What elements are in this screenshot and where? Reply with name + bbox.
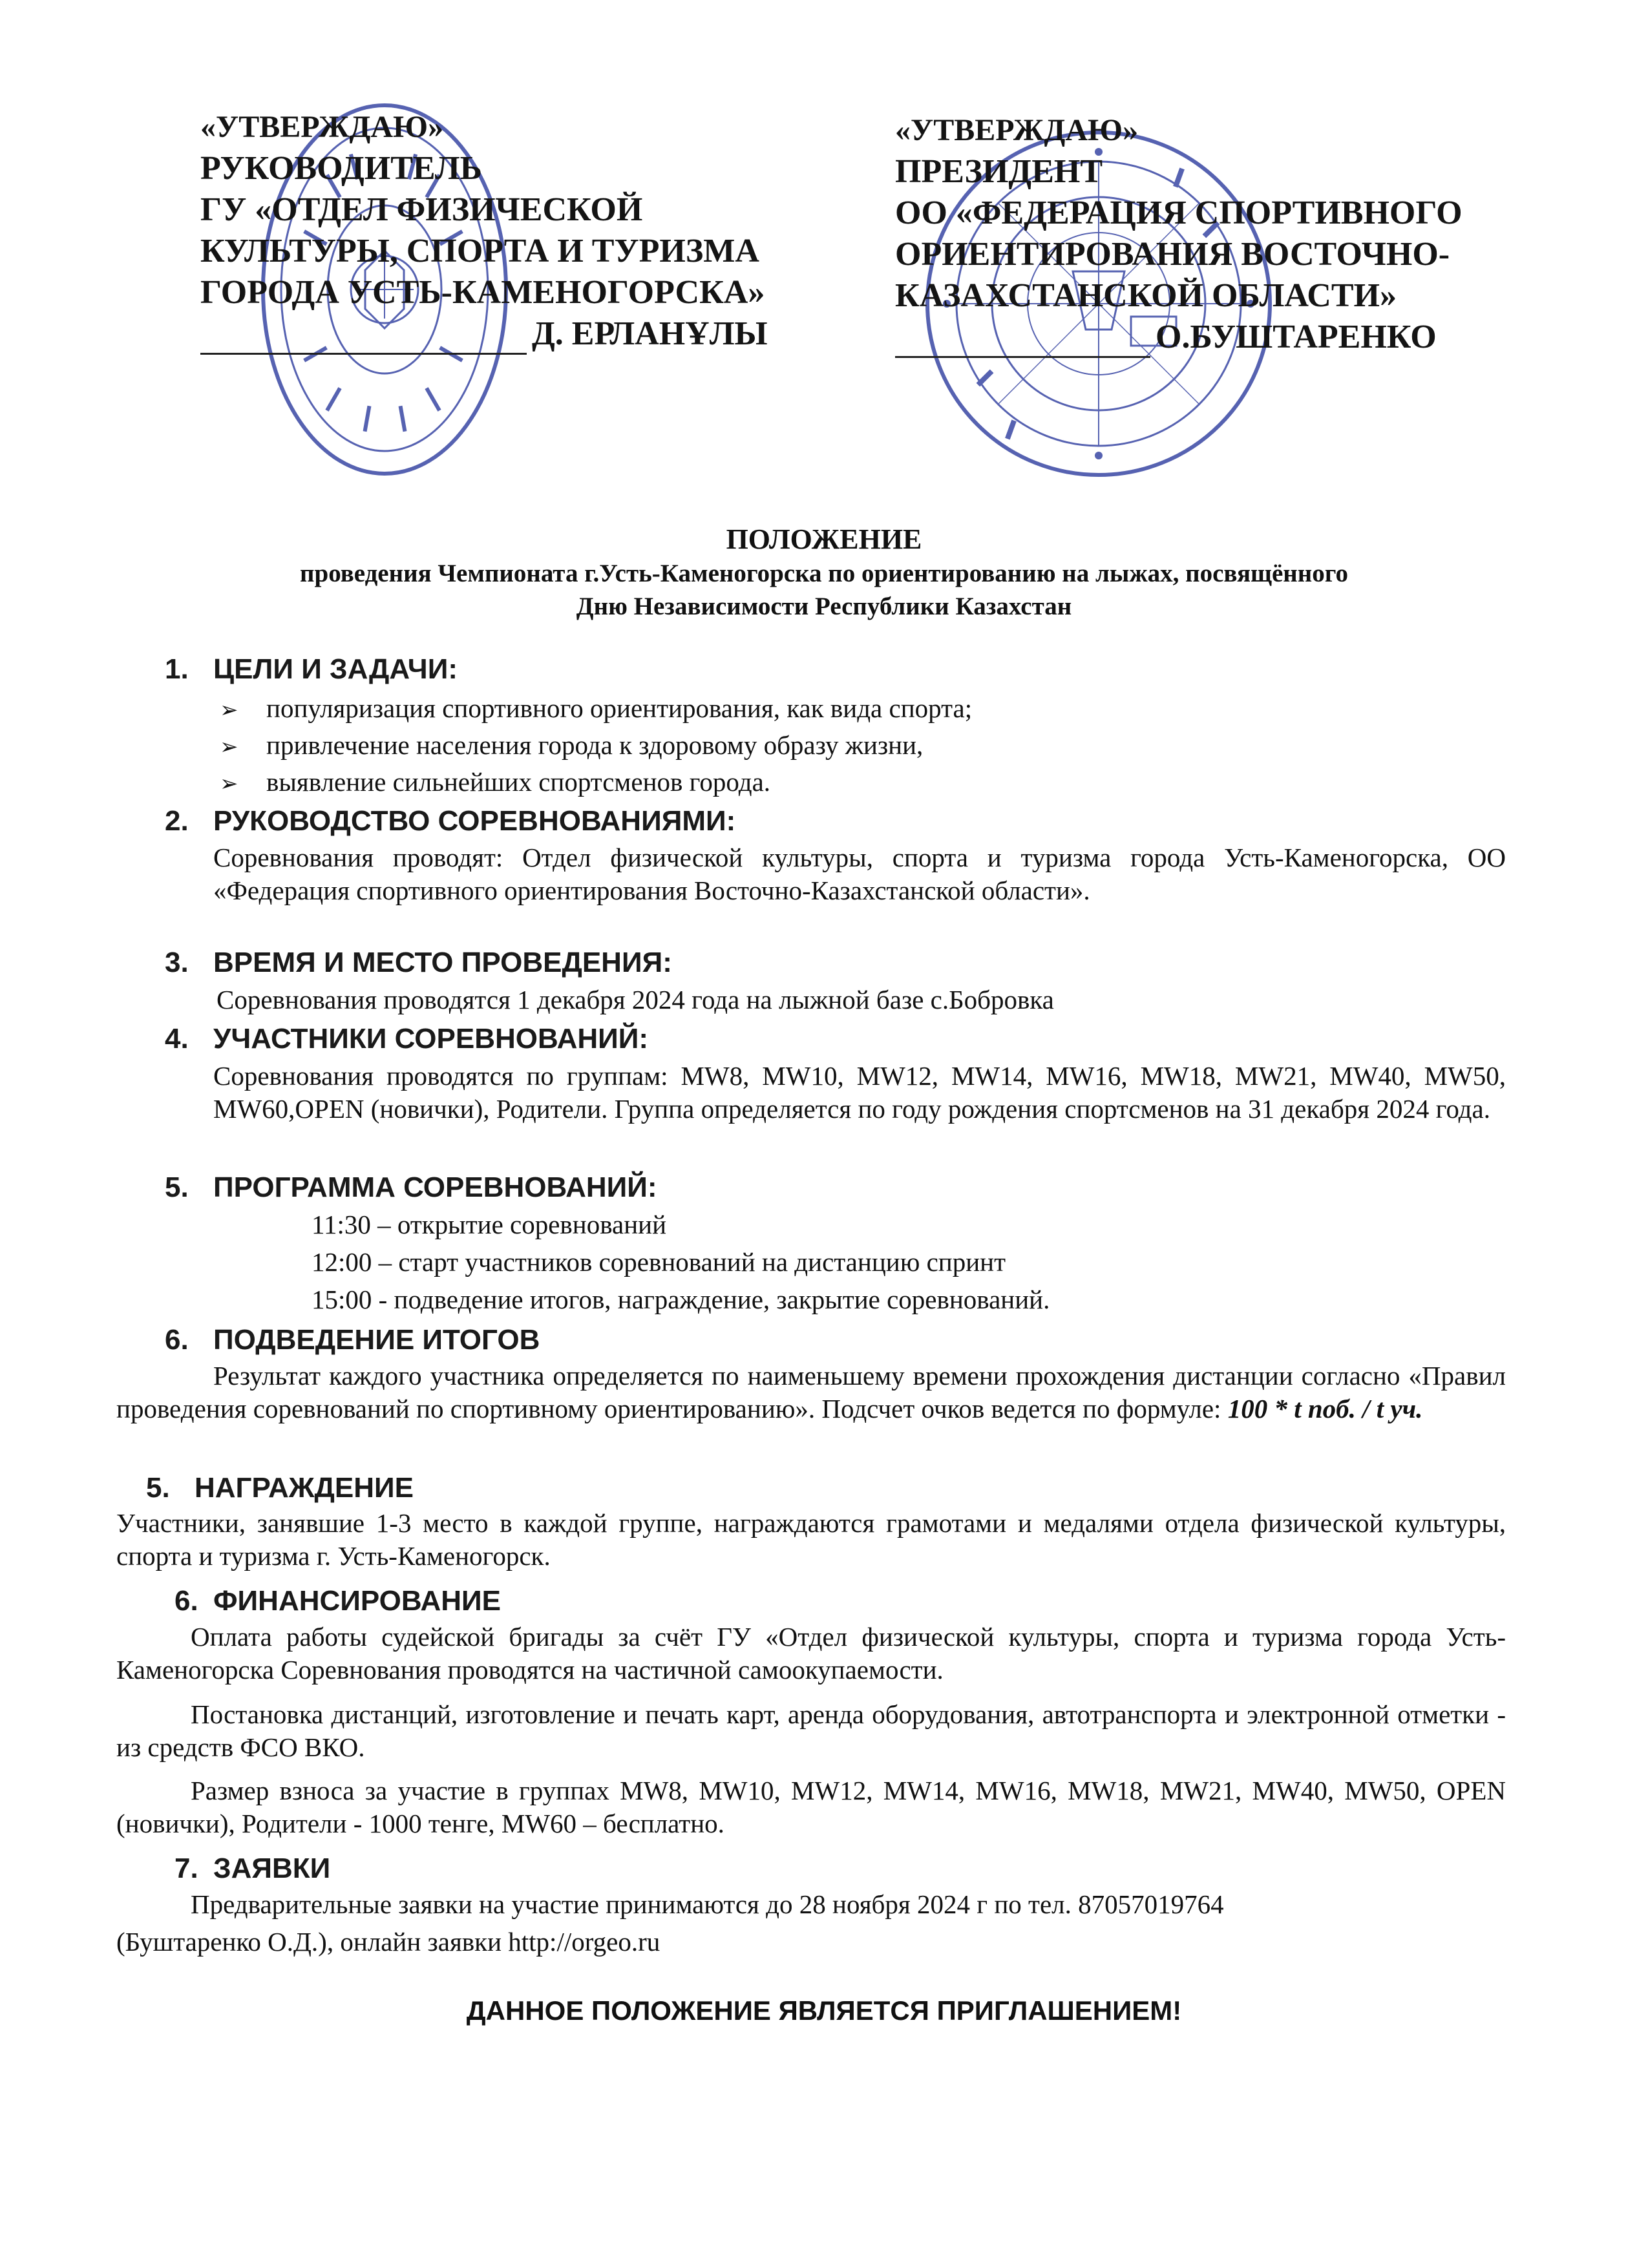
section-heading-financing [174, 1583, 501, 1619]
section-number: 1. [165, 653, 189, 685]
section-heading-results [165, 1322, 540, 1358]
approval-org-line: ОО «ФЕДЕРАЦИЯ СПОРТИВНОГО [895, 194, 1463, 231]
section-text: Размер взноса за участие в группах MW8, MW10, MW12, MW14, MW16, MW18, MW21, MW40, MW50, OPEN (новички), Родители - 1000 тенге, MW60 – бесплатно. [116, 1776, 1506, 1838]
list-item-text: выявление сильнейших спортсменов города. [266, 767, 771, 797]
signatory-name: О.БУШТАРЕНКО [1156, 319, 1437, 355]
section-title: ПРОГРАММА СОРЕВНОВАНИЙ: [213, 1171, 657, 1203]
section-number: 7. [174, 1853, 198, 1884]
title-line: Дню Независимости Республики Казахстан [576, 593, 1072, 620]
signatory-name: Д. ЕРЛАНҰЛЫ [532, 315, 768, 352]
section-title: ЦЕЛИ И ЗАДАЧИ: [213, 653, 458, 685]
section-text: (Буштаренко О.Д.), онлайн заявки http://orgeo.ru [116, 1927, 660, 1957]
section-heading-management [165, 803, 735, 839]
section-heading-awards [146, 1470, 414, 1506]
section-number: 6. [174, 1585, 198, 1617]
section-number: 4. [165, 1023, 189, 1055]
program-item: 12:00 – старт участников соревнований на дистанцию спринт [312, 1247, 1006, 1277]
section-number: 6. [165, 1324, 189, 1356]
section-title: УЧАСТНИКИ СОРЕВНОВАНИЙ: [213, 1023, 649, 1055]
section-text: Соревнования проводятся по группам: MW8, MW10, MW12, MW14, MW16, MW18, MW21, MW40, MW50, MW60,OPEN (новички), Родители. Группа определяется по году рождения спортсменов на 31 декабря 2024 года. [213, 1061, 1506, 1124]
program-item: 11:30 – открытие соревнований [312, 1210, 667, 1239]
section-text: Предварительные заявки на участие принимаются до 28 ноября 2024 г по тел. 87057019764 [191, 1889, 1224, 1919]
approval-org-line: ОРИЕНТИРОВАНИЯ ВОСТОЧНО- [895, 236, 1450, 273]
approval-org-line: КАЗАХСТАНСКОЙ ОБЛАСТИ» [895, 277, 1397, 314]
section-heading-participants [165, 1021, 648, 1057]
signature-line [895, 317, 1554, 358]
arrow-bullet-icon: ➢ [220, 771, 238, 797]
closing-statement: ДАННОЕ ПОЛОЖЕНИЕ ЯВЛЯЕТСЯ ПРИГЛАШЕНИЕМ! [466, 1995, 1182, 2026]
arrow-bullet-icon: ➢ [220, 734, 238, 760]
section-text: Соревнования проводятся 1 декабря 2024 года на лыжной базе с.Бобровка [217, 985, 1054, 1014]
approval-role: РУКОВОДИТЕЛЬ [200, 150, 483, 187]
section-title: ПОДВЕДЕНИЕ ИТОГОВ [213, 1324, 540, 1356]
section-number: 5. [165, 1171, 189, 1203]
section-title: ВРЕМЯ И МЕСТО ПРОВЕДЕНИЯ: [213, 947, 672, 978]
section-text: Участники, занявшие 1-3 место в каждой группе, награждаются грамотами и медалями отдела физической культуры, спорта и туризма г. Усть-Каменогорск. [116, 1508, 1506, 1571]
section-heading-program [165, 1170, 657, 1206]
signature-underline [200, 320, 527, 355]
section-text: Оплата работы судейской бригады за счёт ГУ «Отдел физической культуры, спорта и туризма города Усть-Каменогорска Соревнования проводятся на частичной самоокупаемости. [116, 1622, 1506, 1685]
section-text: Постановка дистанций, изготовление и печать карт, аренда оборудования, автотранспорта и электронной отметки - из средств ФСО ВКО. [116, 1699, 1506, 1762]
approval-role: ПРЕЗИДЕНТ [895, 153, 1103, 190]
approval-org-line: ГОРОДА УСТЬ-КАМЕНОГОРСКА» [200, 274, 765, 311]
section-text: Соревнования проводят: Отдел физической культуры, спорта и туризма города Усть-Каменогорска, ОО «Федерация спортивного ориентирования Восточно-Казахстанской области». [213, 843, 1506, 905]
signature-underline [895, 324, 1150, 358]
list-item [220, 765, 770, 801]
approval-block-right [895, 110, 1554, 358]
list-item-text: популяризация спортивного ориентирования, как вида спорта; [266, 693, 973, 723]
section-title: НАГРАЖДЕНИЕ [195, 1472, 414, 1504]
approval-label: «УТВЕРЖДАЮ» [200, 110, 444, 144]
section-number: 3. [165, 947, 189, 978]
approval-label: «УТВЕРЖДАЮ» [895, 113, 1139, 147]
section-title: ФИНАНСИРОВАНИЕ [213, 1585, 502, 1617]
section-title: ЗАЯВКИ [213, 1853, 331, 1884]
document-title [71, 522, 1577, 623]
section-heading-time-place [165, 945, 672, 981]
program-item: 15:00 - подведение итогов, награждение, закрытие соревнований. [312, 1285, 1050, 1314]
list-item-text: привлечение населения города к здоровому образу жизни, [266, 730, 924, 760]
section-heading-goals [165, 651, 458, 688]
section-number: 2. [165, 805, 189, 837]
title-line: проведения Чемпионата г.Усть-Каменогорска по ориентированию на лыжах, посвящённого [300, 560, 1348, 587]
approval-org-line: КУЛЬТУРЫ, СПОРТА И ТУРИЗМА [200, 233, 759, 269]
approval-block-left [200, 107, 821, 355]
list-item [220, 728, 923, 764]
section-title: РУКОВОДСТВО СОРЕВНОВАНИЯМИ: [213, 805, 736, 837]
results-text: Результат каждого участника определяется по наименьшему времени прохождения дистанции согласно «Правил проведения соревнований по спортивному ориентированию». Подсчет очков ведется по формуле: [116, 1361, 1506, 1423]
list-item [220, 691, 972, 727]
arrow-bullet-icon: ➢ [220, 697, 238, 723]
signature-line [200, 313, 821, 355]
score-formula: 100 * t поб. / t уч. [1227, 1394, 1423, 1423]
title-main: ПОЛОЖЕНИЕ [726, 523, 922, 555]
section-text [116, 1360, 1506, 1425]
section-number: 5. [146, 1472, 170, 1504]
section-heading-applications [174, 1851, 330, 1887]
approval-org-line: ГУ «ОТДЕЛ ФИЗИЧЕСКОЙ [200, 191, 643, 228]
